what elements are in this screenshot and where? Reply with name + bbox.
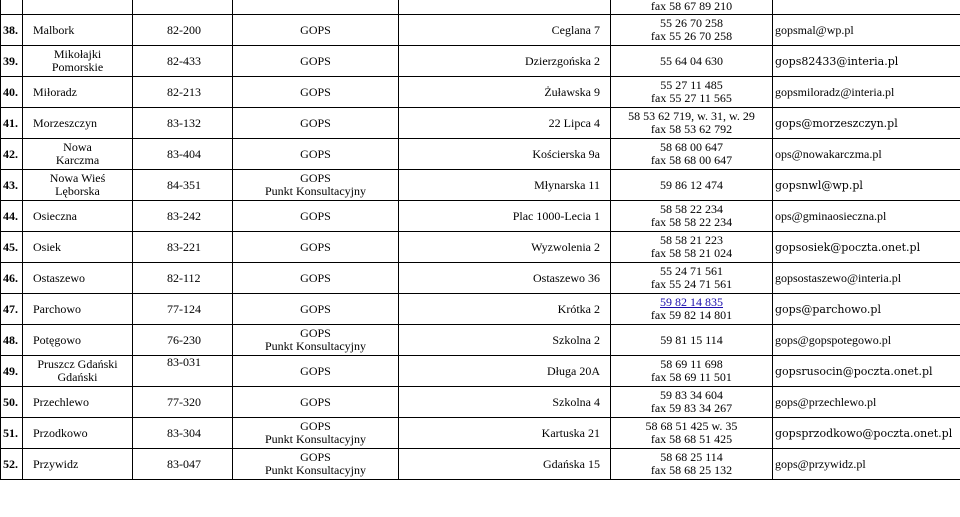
table-row [1, 263, 960, 294]
phone-cell-line: fax 55 27 11 565 [651, 91, 732, 105]
email-cell[interactable]: gopsprzodkowo@poczta.onet.pl [773, 418, 960, 449]
city-cell-line: Osieczna [33, 208, 77, 223]
row-number: 47. [1, 294, 23, 325]
city-cell-line: Karczma [55, 153, 100, 167]
phone-cell-line: 59 81 15 114 [660, 332, 723, 347]
city-cell-line: Przechlewo [33, 394, 89, 409]
phone-cell-line: fax 58 68 00 647 [650, 153, 733, 167]
zip-code: 76-230 [133, 325, 233, 356]
city-cell [23, 325, 133, 356]
table-row [1, 139, 960, 170]
phone-cell-line: 55 26 70 258 [660, 16, 723, 30]
city-cell [23, 356, 133, 387]
type-cell [233, 15, 399, 46]
row-number: 50. [1, 387, 23, 418]
email-cell[interactable] [773, 0, 960, 15]
zip-code: 77-320 [133, 387, 233, 418]
address-cell: Dzierzgońska 2 [399, 46, 611, 77]
zip-code: 83-221 [133, 232, 233, 263]
type-cell [233, 139, 399, 170]
type-cell-line: GOPS [300, 450, 331, 464]
email-cell[interactable]: gops@przechlewo.pl [773, 387, 960, 418]
city-cell-line: Gdański [57, 370, 98, 384]
zip-code: 83-132 [133, 108, 233, 139]
row-number: 51. [1, 418, 23, 449]
phone-cell [611, 108, 773, 139]
address-cell [399, 0, 611, 15]
table-row [1, 201, 960, 232]
table-row [1, 108, 960, 139]
city-cell-line: Przywidz [33, 456, 79, 471]
type-cell-line: GOPS [300, 208, 331, 223]
table-row [1, 449, 960, 480]
type-cell [233, 232, 399, 263]
type-cell-line: GOPS [300, 239, 331, 254]
phone-cell-line: fax 58 58 21 024 [650, 246, 733, 260]
type-cell-line: GOPS [300, 363, 331, 378]
type-cell-line: GOPS [300, 270, 331, 285]
phone-cell-line: 58 68 25 114 [660, 450, 723, 464]
phone-cell [611, 0, 773, 15]
phone-cell [611, 418, 773, 449]
type-cell-line: GOPS [300, 22, 331, 37]
phone-cell-line: 58 58 21 223 [660, 233, 723, 247]
zip-code: 84-351 [133, 170, 233, 201]
zip-code: 83-404 [133, 139, 233, 170]
phone-cell [611, 294, 773, 325]
type-cell-line: Punkt Konsultacyjny [265, 463, 366, 477]
city-cell [23, 263, 133, 294]
table-row [1, 387, 960, 418]
row-number: 42. [1, 139, 23, 170]
phone-cell-line: 55 24 71 561 [660, 264, 723, 278]
email-cell[interactable]: gopsrusocin@poczta.onet.pl [773, 356, 960, 387]
type-cell-line: GOPS [300, 84, 331, 99]
city-cell-line: Pomorskie [51, 60, 104, 74]
row-number: 41. [1, 108, 23, 139]
row-number: 38. [1, 15, 23, 46]
address-cell: Gdańska 15 [399, 449, 611, 480]
table-row [1, 418, 960, 449]
type-cell [233, 201, 399, 232]
city-cell-line: Nowa Wieś [49, 171, 106, 185]
phone-cell [611, 387, 773, 418]
email-cell[interactable]: ops@gminaosieczna.pl [773, 201, 960, 232]
phone-cell [611, 170, 773, 201]
table-row [1, 0, 960, 15]
type-cell-line: GOPS [300, 394, 331, 409]
phone-cell [611, 356, 773, 387]
city-cell-line: Mikołajki [53, 47, 102, 61]
type-cell [233, 387, 399, 418]
city-cell [23, 139, 133, 170]
city-cell [23, 170, 133, 201]
phone-cell [611, 263, 773, 294]
type-cell [233, 170, 399, 201]
phone-cell-line: fax 59 82 14 801 [650, 308, 733, 322]
table-row [1, 232, 960, 263]
zip-code: 82-213 [133, 77, 233, 108]
email-cell[interactable]: gopsosiek@poczta.onet.pl [773, 232, 960, 263]
type-cell [233, 108, 399, 139]
email-cell[interactable]: gopsmiloradz@interia.pl [773, 77, 960, 108]
city-cell [23, 77, 133, 108]
zip-code: 77-124 [133, 294, 233, 325]
type-cell-line: Punkt Konsultacyjny [265, 432, 366, 446]
type-cell [233, 449, 399, 480]
type-cell [233, 263, 399, 294]
city-cell-line: Parchowo [33, 301, 81, 316]
table-row [1, 46, 960, 77]
type-cell [233, 46, 399, 77]
phone-cell [611, 449, 773, 480]
phone-cell [611, 15, 773, 46]
type-cell-line: Punkt Konsultacyjny [265, 339, 366, 353]
phone-cell-line: fax 59 83 34 267 [650, 401, 733, 415]
row-number: 49. [1, 356, 23, 387]
address-cell: Kartuska 21 [399, 418, 611, 449]
row-number: 39. [1, 46, 23, 77]
table-body [1, 0, 960, 480]
address-cell: Wyzwolenia 2 [399, 232, 611, 263]
address-cell: Plac 1000-Lecia 1 [399, 201, 611, 232]
phone-cell-line: 55 64 04 630 [660, 53, 723, 68]
phone-cell-line: fax 55 24 71 561 [650, 277, 733, 291]
city-cell [23, 15, 133, 46]
phone-cell-line: 59 83 34 604 [660, 388, 723, 402]
phone-cell-line: 58 68 00 647 [660, 140, 723, 154]
email-cell[interactable]: ops@nowakarczma.pl [773, 139, 960, 170]
city-cell [23, 418, 133, 449]
type-cell-line: GOPS [300, 301, 331, 316]
phone-cell-line: 59 86 12 474 [660, 177, 723, 192]
email-cell[interactable]: gops@gopspotegowo.pl [773, 325, 960, 356]
city-cell-line: Potęgowo [33, 332, 81, 347]
email-cell[interactable]: gopsmal@wp.pl [773, 15, 960, 46]
phone-cell-line: fax 58 68 51 425 [650, 432, 733, 446]
phone-cell-line: fax 58 69 11 501 [651, 370, 732, 384]
type-cell-line: Punkt Konsultacyjny [265, 184, 366, 198]
email-cell[interactable]: gopsnwl@wp.pl [773, 170, 960, 201]
type-cell-line: GOPS [300, 171, 331, 185]
zip-code: 82-433 [133, 46, 233, 77]
address-cell: Szkolna 2 [399, 325, 611, 356]
phone-cell-line: 58 68 51 425 w. 35 [645, 419, 738, 433]
address-cell: Długa 20A [399, 356, 611, 387]
phone-cell-line: fax 58 68 25 132 [650, 463, 733, 477]
address-cell: Młynarska 11 [399, 170, 611, 201]
email-cell[interactable]: gops@morzeszczyn.pl [773, 108, 960, 139]
address-cell: Ceglana 7 [399, 15, 611, 46]
address-cell: Szkolna 4 [399, 387, 611, 418]
type-cell-line: GOPS [300, 419, 331, 433]
city-cell [23, 232, 133, 263]
email-cell[interactable]: gops@przywidz.pl [773, 449, 960, 480]
email-cell[interactable]: gops@parchowo.pl [773, 294, 960, 325]
phone-cell-line: fax 55 26 70 258 [650, 29, 733, 43]
zip-code: 83-047 [133, 449, 233, 480]
table-row [1, 325, 960, 356]
type-cell [233, 418, 399, 449]
city-cell-line: Osiek [33, 239, 61, 254]
phone-cell-line: fax 58 53 62 792 [650, 122, 733, 136]
phone-cell-line: 58 58 22 234 [660, 202, 723, 216]
phone-cell-line: 58 53 62 719, w. 31, w. 29 [628, 109, 755, 123]
table-row [1, 15, 960, 46]
row-number [1, 0, 23, 15]
city-cell-line: Nowa [63, 140, 92, 154]
city-cell [23, 108, 133, 139]
address-cell: Żuławska 9 [399, 77, 611, 108]
city-cell [23, 449, 133, 480]
type-cell [233, 77, 399, 108]
phone-cell-line: 55 27 11 485 [660, 78, 723, 92]
email-cell[interactable]: gops82433@interia.pl [773, 46, 960, 77]
address-cell: Krótka 2 [399, 294, 611, 325]
phone-cell-line: 58 69 11 698 [660, 357, 723, 371]
type-cell [233, 356, 399, 387]
type-cell [233, 325, 399, 356]
zip-code [133, 0, 233, 15]
address-cell: 22 Lipca 4 [399, 108, 611, 139]
zip-code: 82-112 [133, 263, 233, 294]
city-cell-line: Lęborska [55, 184, 100, 198]
city-cell [23, 294, 133, 325]
zip-code: 83-031 [133, 356, 233, 387]
type-cell-line: GOPS [300, 115, 331, 130]
city-cell-line: Przodkowo [33, 425, 88, 440]
city-cell [23, 0, 133, 15]
row-number: 40. [1, 77, 23, 108]
type-cell [233, 294, 399, 325]
city-cell [23, 46, 133, 77]
city-cell-line: Morzeszczyn [33, 115, 97, 130]
row-number: 45. [1, 232, 23, 263]
table-row [1, 356, 960, 387]
phone-cell-line: fax 58 58 22 234 [650, 215, 733, 229]
phone-cell [611, 201, 773, 232]
table-row [1, 294, 960, 325]
row-number: 44. [1, 201, 23, 232]
zip-code: 83-242 [133, 201, 233, 232]
row-number: 52. [1, 449, 23, 480]
city-cell-line: Malbork [33, 22, 75, 37]
phone-cell [611, 139, 773, 170]
row-number: 43. [1, 170, 23, 201]
city-cell-line: Pruszcz Gdański [37, 357, 118, 371]
phone-cell [611, 77, 773, 108]
type-cell-line: GOPS [300, 326, 331, 340]
row-number: 48. [1, 325, 23, 356]
type-cell-line: GOPS [300, 146, 331, 161]
city-cell-line: Miłoradz [33, 84, 77, 99]
table-row [1, 170, 960, 201]
phone-cell [611, 232, 773, 263]
city-cell-line: Ostaszewo [33, 270, 85, 285]
city-cell [23, 387, 133, 418]
phone-cell [611, 325, 773, 356]
phone-cell [611, 46, 773, 77]
type-cell-line: GOPS [300, 53, 331, 68]
row-number: 46. [1, 263, 23, 294]
phone-cell-line[interactable]: 59 82 14 835 [660, 295, 723, 309]
type-cell [233, 0, 399, 15]
zip-code: 83-304 [133, 418, 233, 449]
address-cell: Ostaszewo 36 [399, 263, 611, 294]
city-cell [23, 201, 133, 232]
zip-code: 82-200 [133, 15, 233, 46]
email-cell[interactable]: gopsostaszewo@interia.pl [773, 263, 960, 294]
address-cell: Kościerska 9a [399, 139, 611, 170]
table-row [1, 77, 960, 108]
phone-cell-line: fax 58 67 89 210 [650, 0, 733, 13]
